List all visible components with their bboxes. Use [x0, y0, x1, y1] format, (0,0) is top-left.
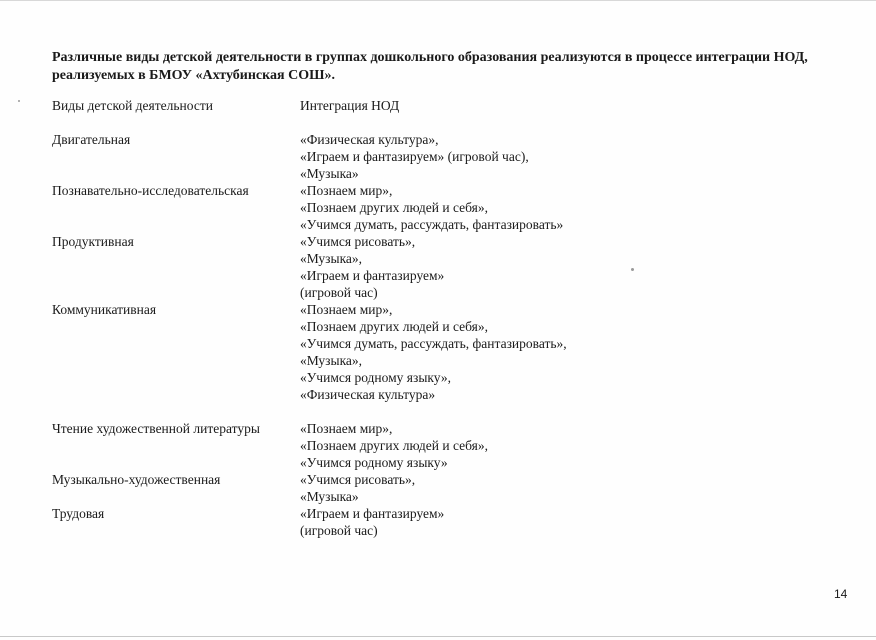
- list-item: «Познаем других людей и себя»,: [300, 438, 488, 453]
- list-item: «Учимся думать, рассуждать, фантазировать»: [300, 217, 564, 232]
- list-item: «Музыка»,: [300, 353, 363, 368]
- activity-name: Продуктивная: [52, 234, 134, 249]
- table-row: [0, 471, 876, 505]
- list-item: «Играем и фантазируем»: [300, 506, 445, 521]
- list-item: (игровой час): [300, 285, 378, 300]
- list-item: «Учимся рисовать»,: [300, 234, 416, 249]
- integration-list: [300, 505, 444, 539]
- table-row: [0, 505, 876, 539]
- list-item: «Играем и фантазируем» (игровой час),: [300, 149, 529, 164]
- list-item: «Учимся родному языку»: [300, 455, 448, 470]
- activity-name: Познавательно-исследовательская: [52, 183, 249, 198]
- activity-table: [0, 131, 876, 539]
- scan-speck: [631, 268, 634, 271]
- column-header-activity: Виды детской деятельности: [52, 98, 213, 113]
- integration-list: [300, 182, 563, 233]
- list-item: «Музыка»: [300, 166, 359, 181]
- table-row: [0, 182, 876, 233]
- integration-list: [300, 233, 444, 301]
- list-item: «Познаем других людей и себя»,: [300, 319, 488, 334]
- list-item: «Познаем мир»,: [300, 183, 393, 198]
- table-row: [0, 420, 876, 471]
- table-row: [0, 131, 876, 182]
- list-item: «Учимся думать, рассуждать, фантазировать»,: [300, 336, 567, 351]
- list-item: «Познаем мир»,: [300, 421, 393, 436]
- table-row: [0, 301, 876, 403]
- list-item: «Играем и фантазируем»: [300, 268, 445, 283]
- list-item: «Физическая культура»: [300, 387, 436, 402]
- activity-name: Чтение художественной литературы: [52, 421, 260, 436]
- integration-list: [300, 301, 567, 403]
- bottom-edge-line: [0, 636, 876, 637]
- list-item: «Физическая культура»,: [300, 132, 439, 147]
- activity-name: Коммуникативная: [52, 302, 157, 317]
- list-item: (игровой час): [300, 523, 378, 538]
- activity-name: Музыкально-художественная: [52, 472, 221, 487]
- activity-name: Двигательная: [52, 132, 131, 147]
- integration-list: [300, 420, 488, 471]
- table-row: [0, 233, 876, 301]
- integration-list: [300, 131, 529, 182]
- integration-list: [300, 471, 415, 505]
- activity-name: Трудовая: [52, 506, 105, 521]
- list-item: «Учимся рисовать»,: [300, 472, 416, 487]
- top-edge-line: [0, 0, 876, 1]
- list-item: «Учимся родному языку»,: [300, 370, 451, 385]
- document-heading: Различные виды детской деятельности в группах дошкольного образования реализуются в процессе интеграции НОД, реализуемых в БМОУ «Ахтубинская СОШ».: [52, 50, 808, 83]
- list-item: «Музыка»: [300, 489, 359, 504]
- scan-speck: [18, 100, 20, 102]
- list-item: «Музыка»,: [300, 251, 363, 266]
- list-item: «Познаем других людей и себя»,: [300, 200, 488, 215]
- column-header-integration: Интеграция НОД: [300, 98, 400, 113]
- list-item: «Познаем мир»,: [300, 302, 393, 317]
- page-number: 14: [834, 587, 848, 601]
